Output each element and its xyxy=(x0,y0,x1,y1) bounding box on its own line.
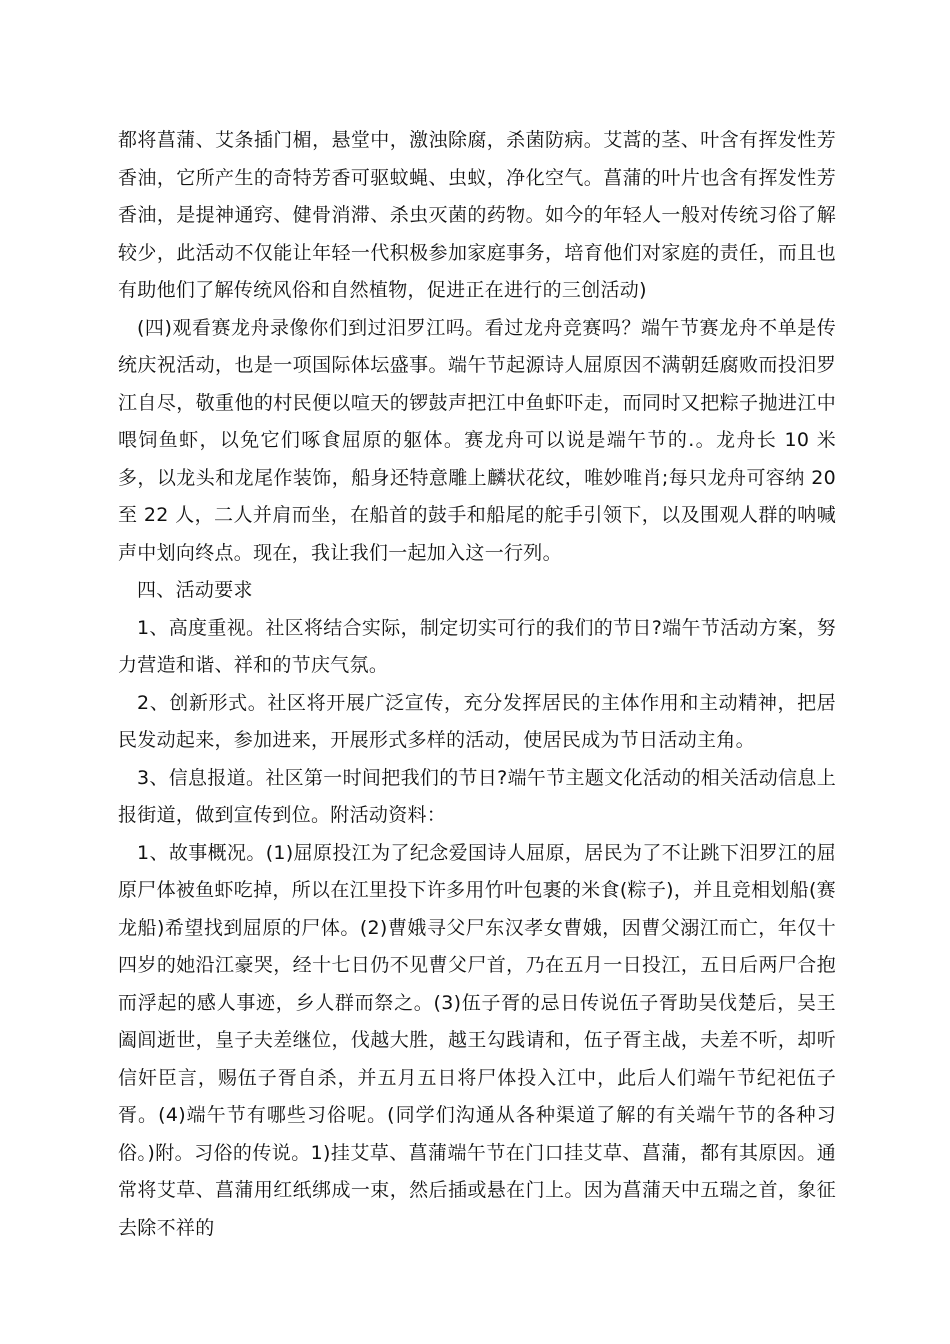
paragraph-requirement-3: 3、信息报道。社区第一时间把我们的节日?端午节主题文化活动的相关活动信息上报街道，做到宣传到位。附活动资料： xyxy=(118,766,836,826)
paragraph-requirement-1: 1、高度重视。社区将结合实际，制定切实可行的我们的节日?端午节活动方案，努力营造和谐、祥和的节庆气氛。 xyxy=(118,616,836,676)
document-body xyxy=(118,122,836,1247)
paragraph-herbs-continued: 都将菖蒲、艾条插门楣，悬堂中，激浊除腐，杀菌防病。艾蒿的茎、叶含有挥发性芳香油，它所产生的奇特芳香可驱蚊蝇、虫蚁，净化空气。菖蒲的叶片也含有挥发性芳香油，是提神通窍、健骨消滞、杀虫灭菌的药物。如今的年轻人一般对传统习俗了解较少，此活动不仅能让年轻一代积极参加家庭事务，培育他们对家庭的责任，而且也有助他们了解传统风俗和自然植物，促进正在进行的三创活动) xyxy=(118,129,836,301)
paragraph-requirement-2: 2、创新形式。社区将开展广泛宣传，充分发挥居民的主体作用和主动精神，把居民发动起来，参加进来，开展形式多样的活动，使居民成为节日活动主角。 xyxy=(118,691,836,751)
section-heading-requirements: 四、活动要求 xyxy=(137,579,253,601)
paragraph-dragon-boat-video: (四)观看赛龙舟录像你们到过汨罗江吗。看过龙舟竞赛吗？端午节赛龙舟不单是传统庆祝活动，也是一项国际体坛盛事。端午节起源诗人屈原因不满朝廷腐败而投汨罗江自尽，敬重他的村民便以喧天的锣鼓声把江中鱼虾吓走，而同时又把粽子抛进江中喂饲鱼虾，以免它们啄食屈原的躯体。赛龙舟可以说是端午节的.。龙舟长 10 米多，以龙头和龙尾作装饰，船身还特意雕上麟状花纹，唯妙唯肖;每只龙舟可容纳 20 至 22 人，二人并肩而坐，在船首的鼓手和船尾的舵手引领下，以及围观人群的呐喊声中划向终点。现在，我让我们一起加入这一行列。 xyxy=(118,316,836,564)
paragraph-stories-overview: 1、故事概况。(1)屈原投江为了纪念爱国诗人屈原，居民为了不让跳下汨罗江的屈原尸体被鱼虾吃掉，所以在江里投下许多用竹叶包裹的米食(粽子)，并且竞相划船(赛龙船)希望找到屈原的尸体。(2)曹娥寻父尸东汉孝女曹娥，因曹父溺江而亡，年仅十四岁的她沿江豪哭，经十七日仍不见曹父尸首，乃在五月一日投江，五日后两尸合抱而浮起的感人事迹，乡人群而祭之。(3)伍子胥的忌日传说伍子胥助吴伐楚后，吴王阖闾逝世，皇子夫差继位，伐越大胜，越王勾践请和，伍子胥主战，夫差不听，却听信奸臣言，赐伍子胥自杀，并五月五日将尸体投入江中，此后人们端午节纪祀伍子胥。(4)端午节有哪些习俗呢。(同学们沟通从各种渠道了解的有关端午节的各种习俗。)附。习俗的传说。1)挂艾草、菖蒲端午节在门口挂艾草、菖蒲，都有其原因。通常将艾草、菖蒲用红纸绑成一束，然后插或悬在门上。因为菖蒲天中五瑞之首，象征去除不祥的 xyxy=(118,841,836,1239)
